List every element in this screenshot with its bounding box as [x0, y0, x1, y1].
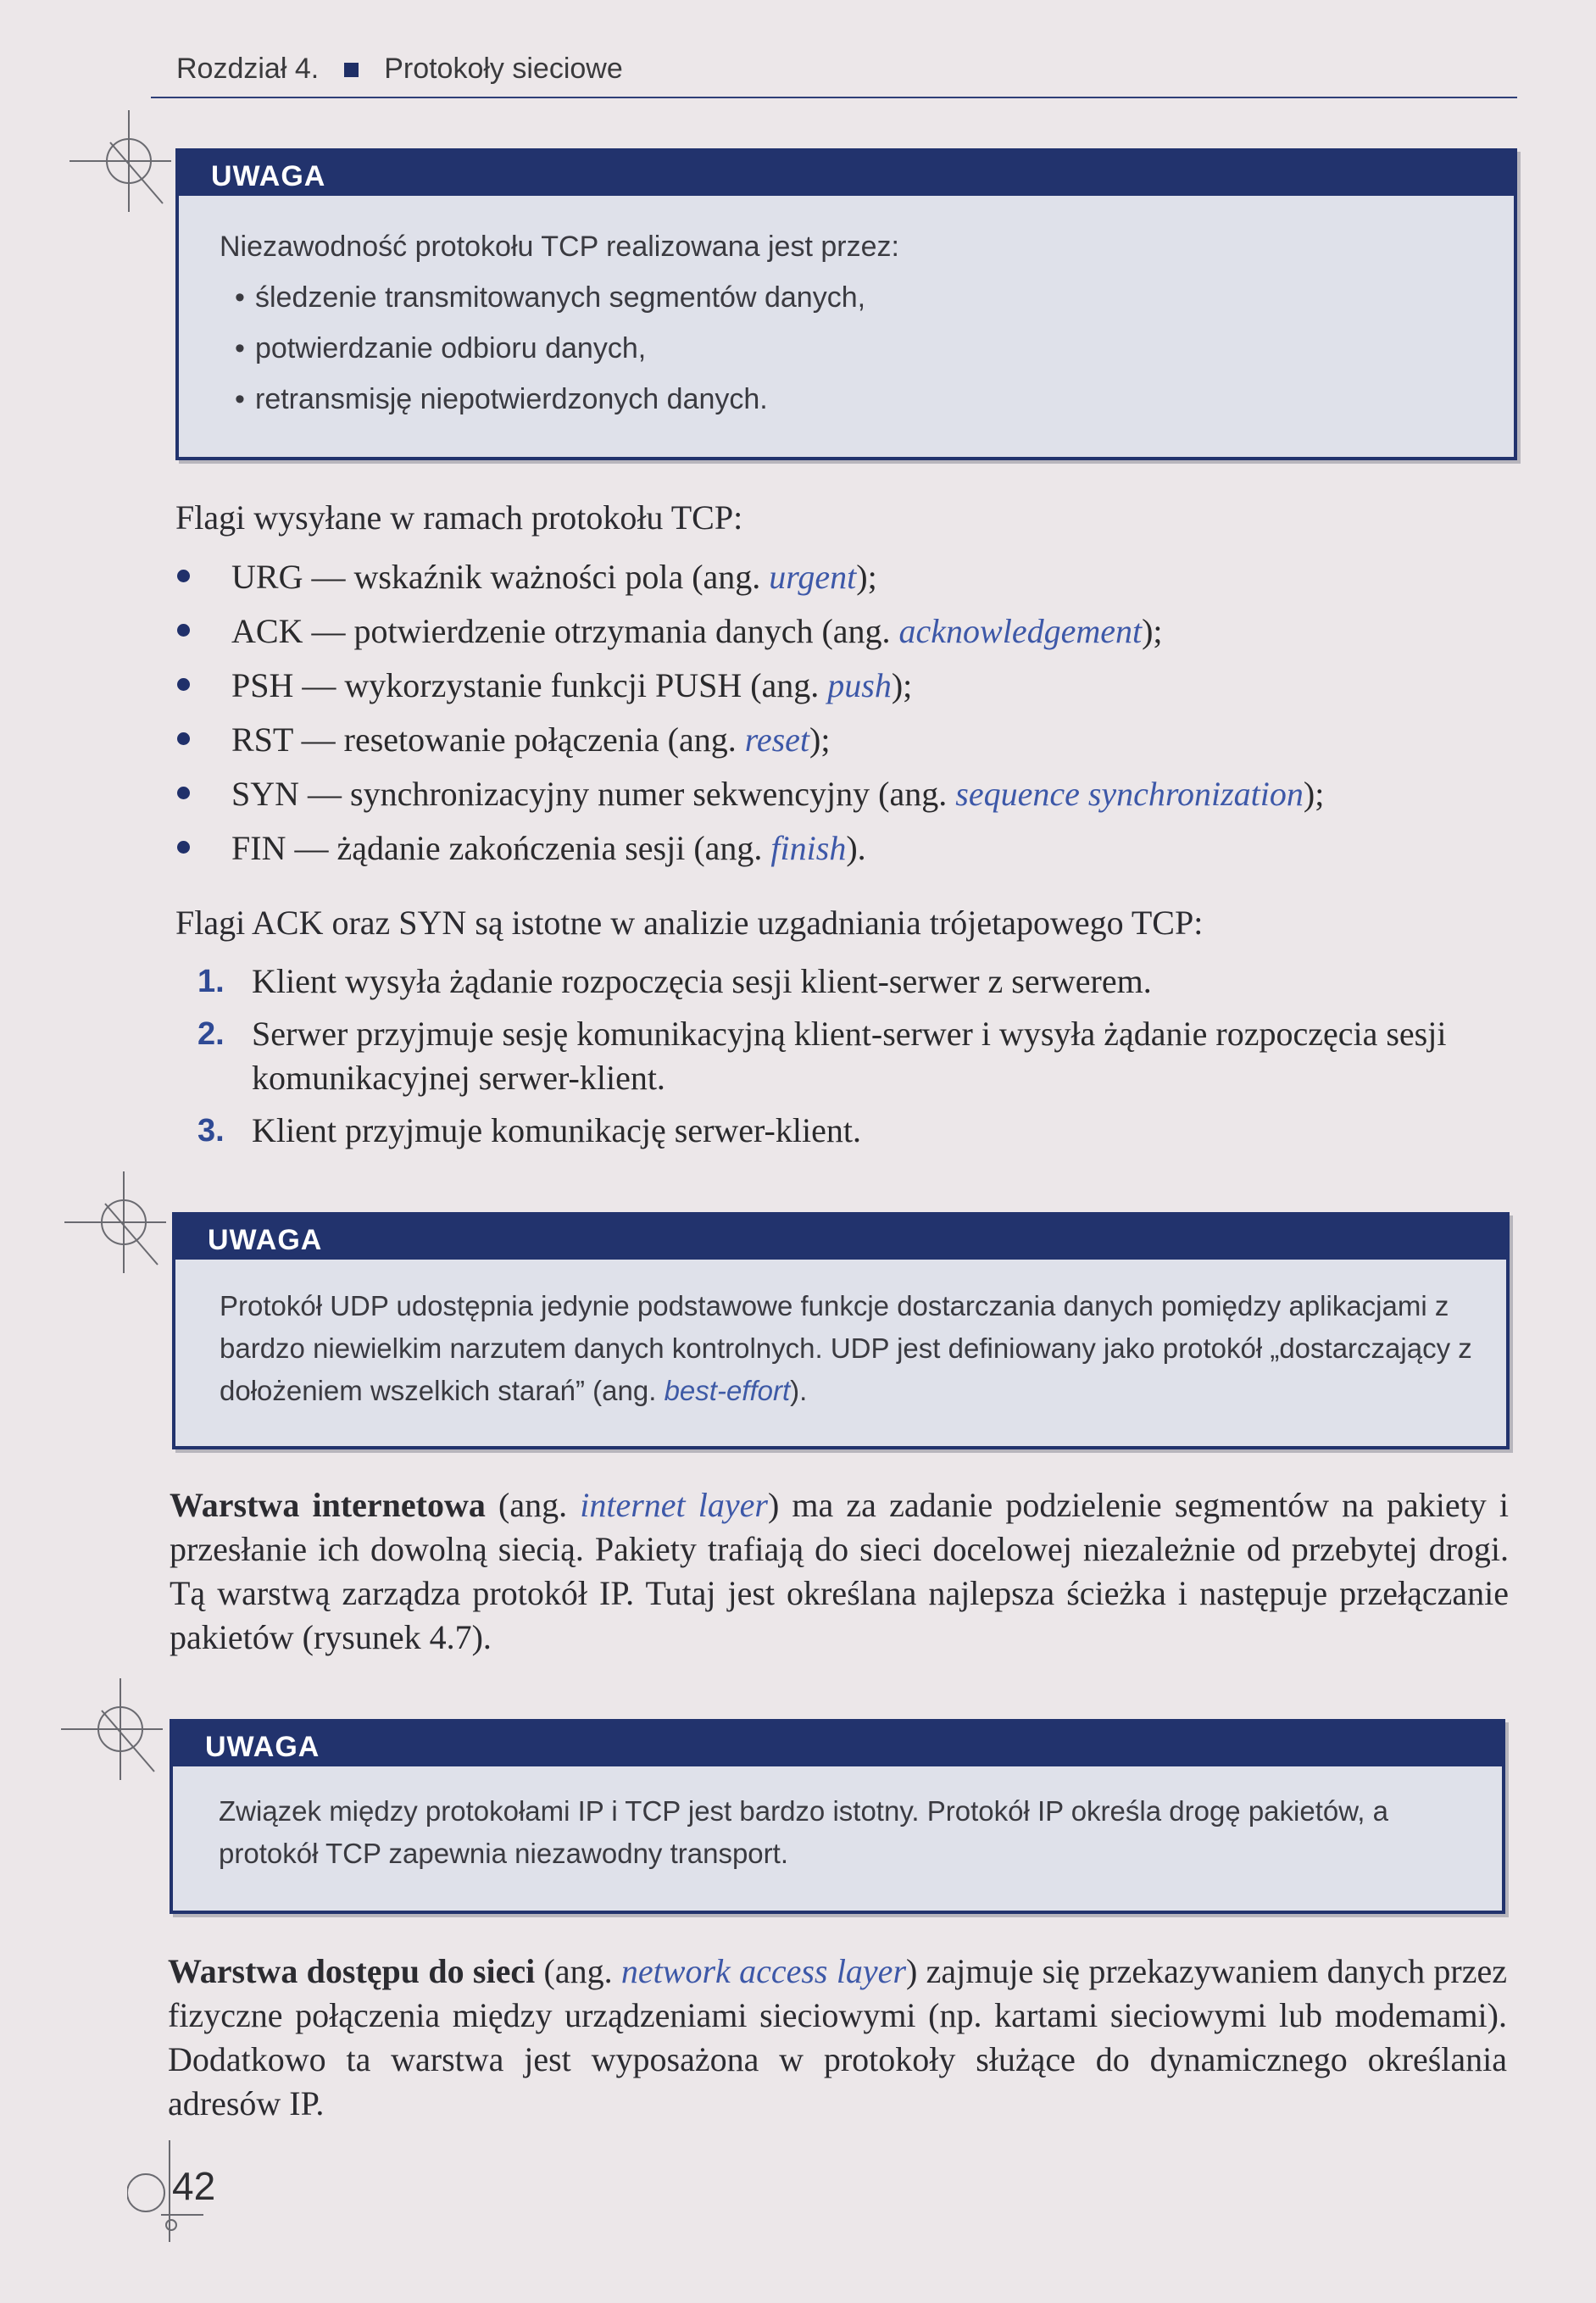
header-rule — [151, 97, 1517, 98]
page-number: 42 — [172, 2164, 216, 2208]
flag-item: FIN — żądanie zakończenia sesji (ang. finish). — [175, 826, 1324, 881]
bullet-icon — [177, 787, 190, 799]
chapter-title: Protokoły sieciowe — [384, 53, 623, 85]
note-list — [220, 272, 1497, 425]
note-list-item: • retransmisję niepotwierdzonych danych. — [220, 374, 1497, 425]
flag-item: ACK — potwierdzenie otrzymania danych (ang. acknowledgement); — [175, 609, 1324, 664]
note-title: UWAGA — [208, 1224, 323, 1256]
note-body — [220, 1285, 1486, 1412]
bullet-icon — [177, 678, 190, 691]
step-number: 1. — [197, 964, 225, 999]
crosshair-mark-icon — [70, 110, 171, 212]
note-header — [173, 1722, 1502, 1766]
bullet-icon — [177, 624, 190, 637]
note-header — [175, 1215, 1506, 1260]
note-title: UWAGA — [205, 1731, 320, 1763]
note-list-item: • śledzenie transmitowanych segmentów danych, — [220, 272, 1497, 323]
note-text: Związek między protokołami IP i TCP jest bardzo istotny. Protokół IP określa drogę pakietów, a protokół TCP zapewnia niezawodny transport. — [219, 1795, 1388, 1869]
internet-layer-paragraph: Warstwa internetowa (ang. internet layer) ma za zadanie podzielenie segmentów na pakiety i przesłanie ich dowolną siecią. Pakiety trafiają do sieci docelowej niezależnie od przebytej drogi. Tą warstwą zarządza protokół IP. Tutaj jest określana najlepsza ścieżka i następuje przełączanie pakietów (rysunek 4.7). — [170, 1486, 1510, 1656]
handshake-intro: Flagi ACK oraz SYN są istotne w analizie uzgadniania trójetapowego TCP: — [175, 904, 1204, 942]
handshake-step: 1. Klient wysyła żądanie rozpoczęcia sesji klient-serwer z serwerem. — [197, 960, 1511, 1004]
note-body — [220, 221, 1497, 425]
flag-item: PSH — wykorzystanie funkcji PUSH (ang. push); — [175, 664, 1324, 718]
note-intro: Niezawodność protokołu TCP realizowana jest przez: — [220, 231, 899, 263]
flag-item: URG — wskaźnik ważności pola (ang. urgent); — [175, 555, 1324, 609]
bullet-icon — [177, 841, 190, 854]
crosshair-mark-icon — [64, 1171, 166, 1273]
flags-list — [175, 555, 1324, 881]
note-list-item: • potwierdzanie odbioru danych, — [220, 323, 1497, 374]
note-box-udp — [172, 1212, 1510, 1449]
bullet-icon — [177, 732, 190, 745]
note-header — [179, 152, 1514, 196]
bullet-icon — [177, 570, 190, 582]
flags-intro: Flagi wysyłane w ramach protokołu TCP: — [175, 498, 743, 537]
handshake-step: 3. Klient przyjmuje komunikację serwer-klient. — [197, 1109, 1511, 1153]
access-layer-paragraph: Warstwa dostępu do sieci (ang. network access layer) zajmuje się przekazywaniem danych przez fizyczne połączenia między urządzeniami sieciowymi (np. kartami sieciowymi lub modemami). Dodatkowo ta warstwa jest wyposażona w protokoły służące do dynamicznego określania adresów IP. — [168, 1952, 1508, 2122]
note-box-ip-tcp — [170, 1719, 1505, 1914]
note-body — [219, 1790, 1482, 1875]
note-title: UWAGA — [211, 160, 326, 192]
note-box-tcp-reliability — [175, 148, 1517, 460]
step-number: 3. — [197, 1113, 225, 1149]
chapter-label: Rozdział 4. — [176, 53, 320, 85]
crosshair-mark-icon — [61, 1678, 163, 1780]
term: Warstwa dostępu do sieci — [168, 1952, 536, 1990]
running-header — [176, 53, 623, 86]
flag-item: SYN — synchronizacyjny numer sekwencyjny (ang. sequence synchronization); — [175, 772, 1324, 826]
term: Warstwa internetowa — [170, 1486, 486, 1524]
step-number: 2. — [197, 1016, 225, 1052]
handshake-step: 2. Serwer przyjmuje sesję komunikacyjną klient-serwer i wysyła żądanie rozpoczęcia sesji komunikacyjnej serwer-klient. — [197, 1012, 1511, 1100]
square-bullet-icon — [344, 63, 359, 77]
handshake-steps — [197, 960, 1511, 1153]
flag-item: RST — resetowanie połączenia (ang. reset); — [175, 718, 1324, 772]
note-text: Protokół UDP udostępnia jedynie podstawowe funkcje dostarczania danych pomiędzy aplikacjami z bardzo niewielkim narzutem danych kontrolnych. UDP jest definiowany jako protokół „dostarczający z dołożeniem wszelkich starań” (ang. best-effort). — [220, 1290, 1472, 1406]
